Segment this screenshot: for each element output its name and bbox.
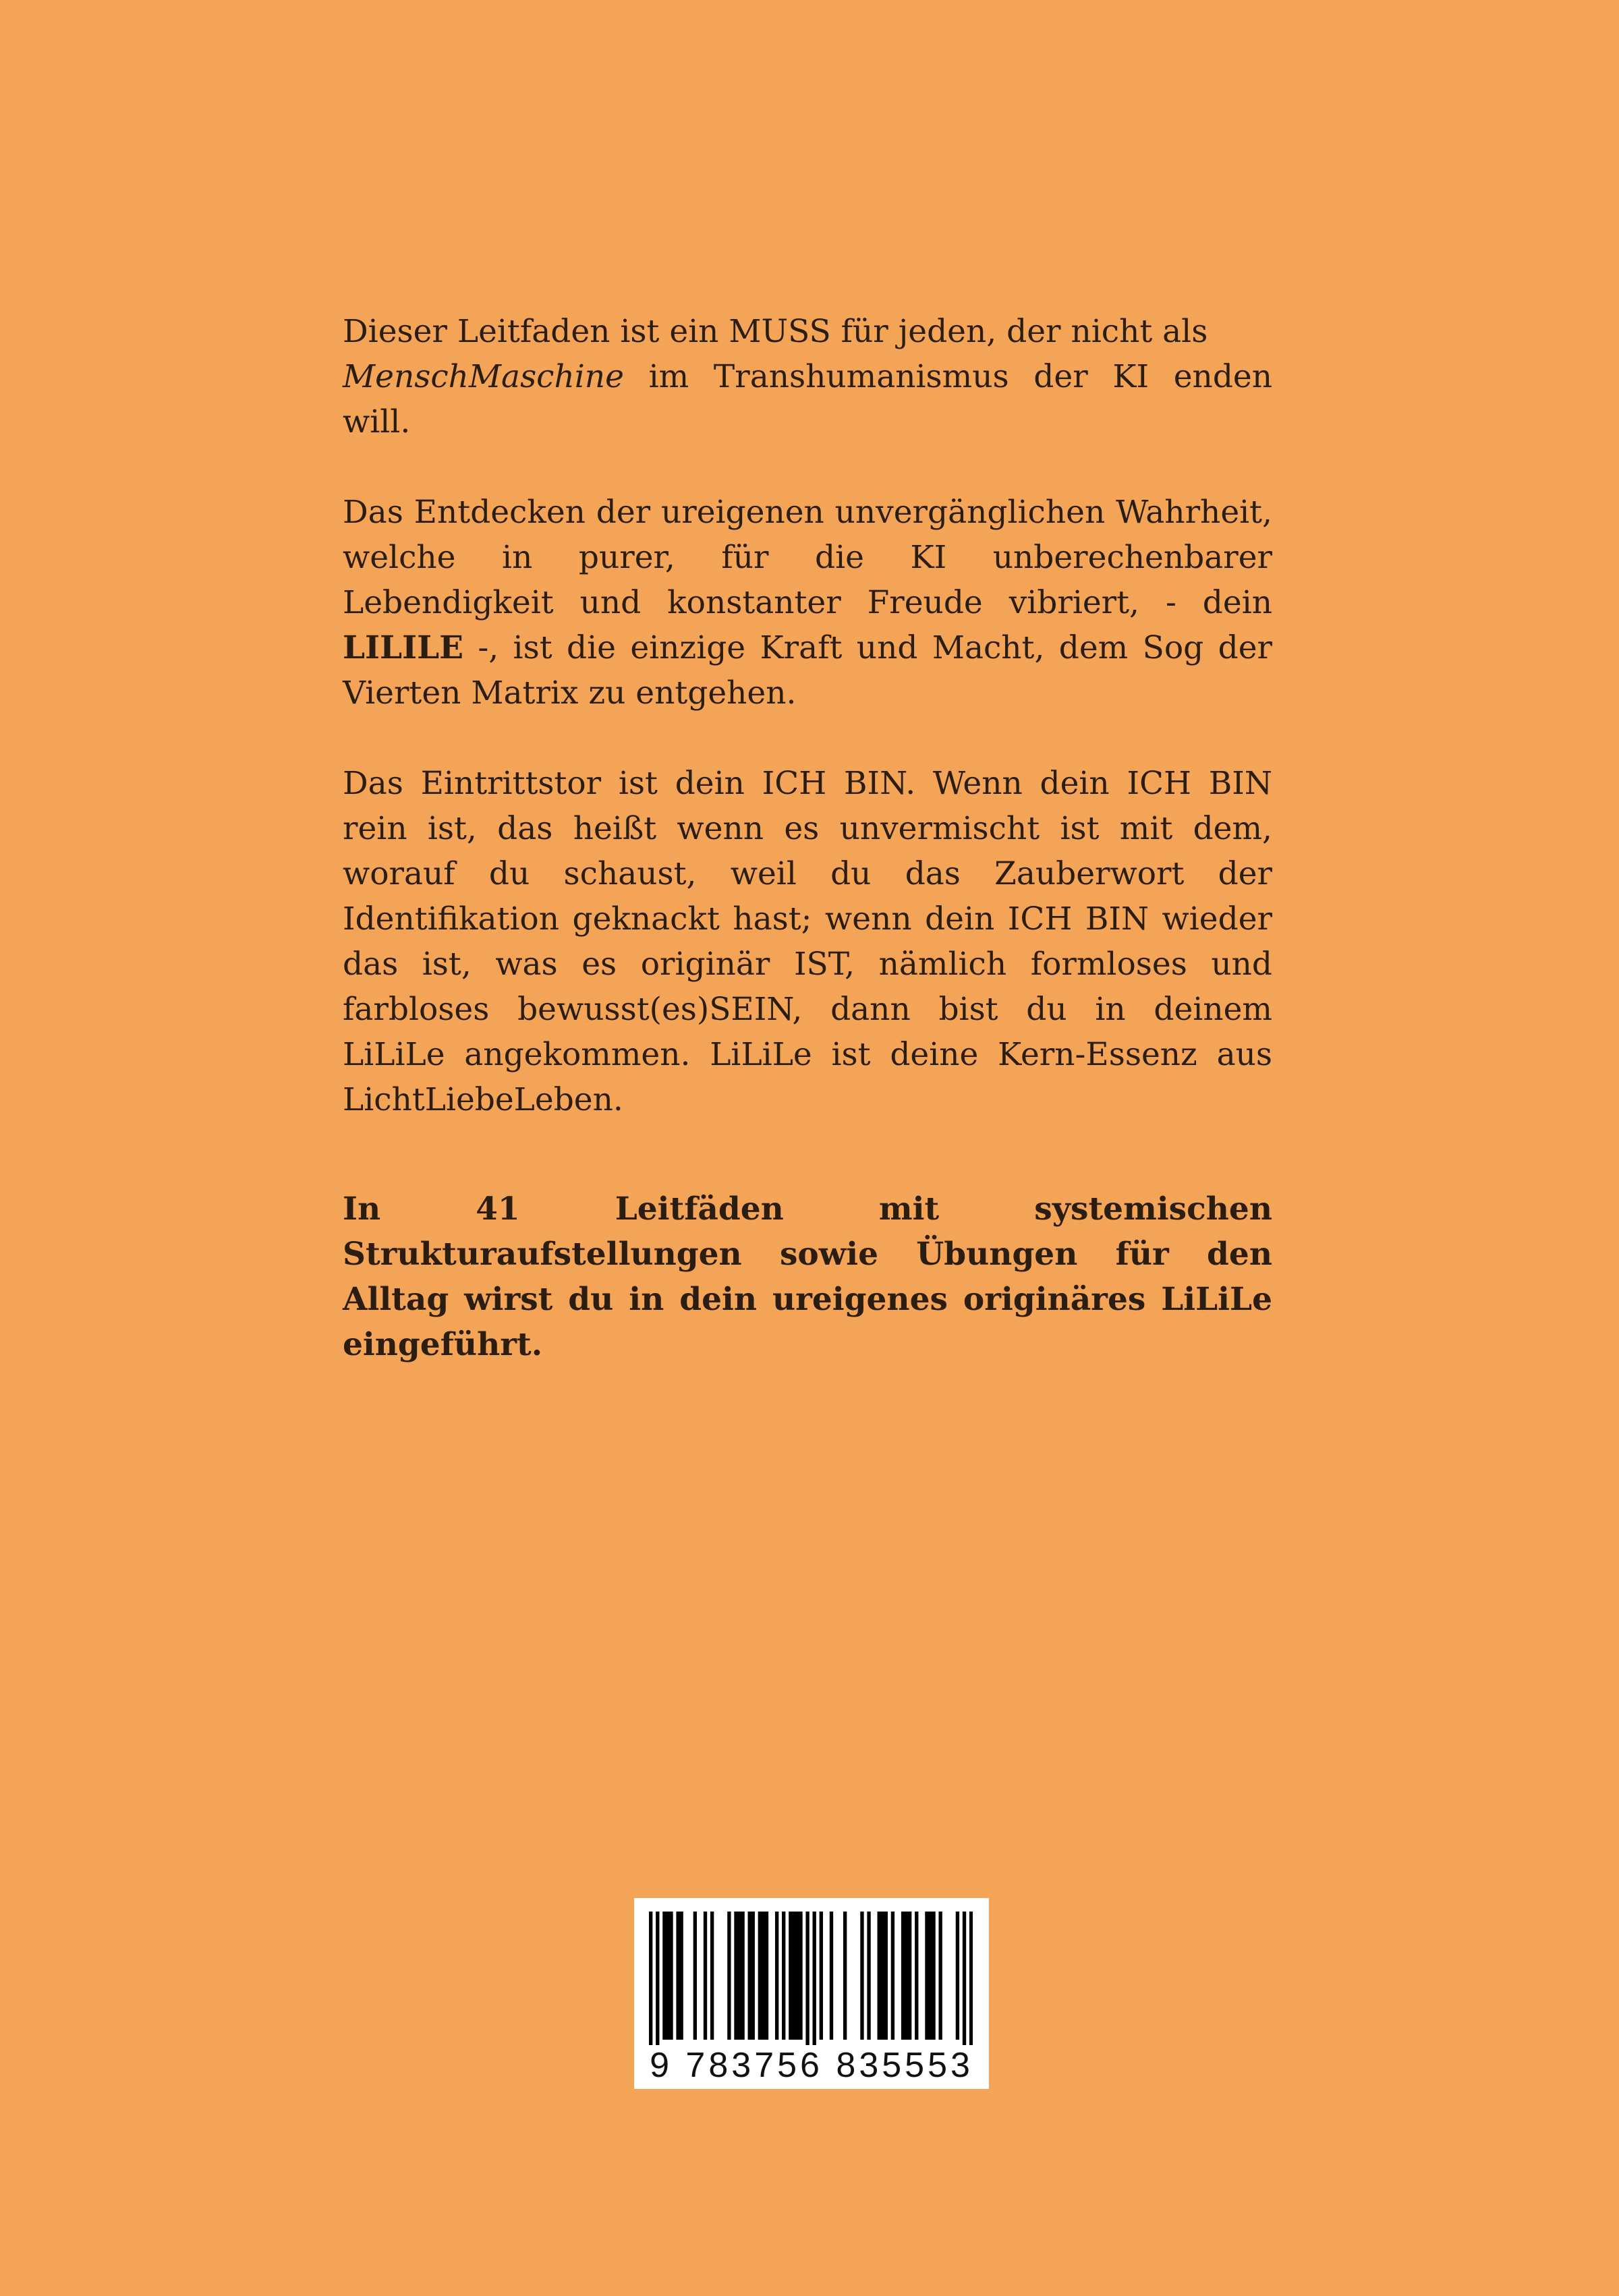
barcode-bar [867,1912,870,2040]
paragraph-intro [343,309,1272,444]
barcode-bar [734,1912,737,2040]
barcode-bar [830,1912,833,2040]
barcode-bar [884,1912,888,2040]
barcode-bar [656,1912,659,2045]
italic-term-menschmaschine: MenschMaschine [343,358,624,395]
barcode-bar [891,1912,894,2040]
barcode-bar [751,1912,755,2040]
blurb-text [343,309,1272,1367]
barcode-bar [649,1912,652,2045]
barcode-bar [805,1912,809,2045]
barcode-bar [901,1912,905,2040]
barcode-bar [963,1912,966,2045]
paragraph-ich-bin: Das Eintrittstor ist dein ICH BIN. Wenn dein ICH BIN rein ist, das heißt wenn es unvermischt ist mit dem, worauf du schaust, weil du das Zauberwort der Identifikation geknackt hast; wenn dein ICH BIN wieder das ist, was es originär IST, nämlich formloses und farbloses bewusst(es)SEIN, dann bist du in deinem LiLiLe angekommen. LiLiLe ist deine Kern-Essenz aus LichtLiebeLeben. [343,765,1272,1118]
barcode-bar [969,1912,973,2045]
paragraph-truth [343,490,1272,716]
barcode-bar [765,1912,768,2040]
barcode-bar [789,1912,792,2040]
barcode-bar [693,1912,697,2040]
barcode [634,1898,989,2089]
barcode-bar [908,1912,911,2040]
barcode-bar [860,1912,863,2040]
barcode-bar [666,1912,669,2040]
intro-line-2: im Transhumanismus der KI enden will. [343,358,1272,440]
barcode-bar [775,1912,778,2040]
barcode-bar [905,1912,908,2040]
barcode-bar [820,1912,823,2040]
barcode-bar [813,1912,816,2045]
barcode-bar [881,1912,884,2040]
barcode-bar [704,1912,707,2040]
barcode-bar [662,1912,666,2040]
barcode-bar [799,1912,802,2040]
isbn-number: 9 783756 835553 [650,2046,973,2085]
barcode-bar [737,1912,741,2040]
barcode-bar [741,1912,744,2040]
barcode-bar [758,1912,762,2040]
intro-line-1: Dieser Leitfaden ist ein MUSS für jeden, der nicht als [343,313,1208,350]
barcode-bar [878,1912,881,2040]
barcode-bar [925,1912,928,2040]
barcode-bar [843,1912,847,2040]
barcode-bars [649,1912,973,2045]
barcode-bar [915,1912,918,2040]
truth-text-before: Das Entdecken der ureigenen unvergänglichen Wahrheit, welche in purer, für die KI unberechenbarer Lebendigkeit und konstanter Freude vibriert, - dein [343,494,1272,621]
barcode-bar [795,1912,799,2040]
barcode-bar [727,1912,731,2040]
paragraph-summary: In 41 Leitfäden mit systemischen Strukturaufstellungen sowie Übungen für den Alltag wirst du in dein ureigenes originäres LiLiLe eingeführt. [343,1190,1272,1363]
barcode-bar [956,1912,959,2040]
barcode-bar [932,1912,935,2040]
barcode-bar [928,1912,932,2040]
barcode-bar [748,1912,751,2040]
barcode-bar [669,1912,673,2040]
barcode-bar [710,1912,714,2040]
barcode-bar [782,1912,785,2040]
barcode-bar [938,1912,942,2040]
truth-text-after: -, ist die einzige Kraft und Macht, dem Sog der Vierten Matrix zu entgehen. [343,629,1272,712]
barcode-bar [679,1912,683,2040]
bold-term-lilile: LILILE [343,629,463,666]
barcode-bar [676,1912,679,2040]
barcode-bar [762,1912,765,2040]
barcode-bar [792,1912,795,2040]
